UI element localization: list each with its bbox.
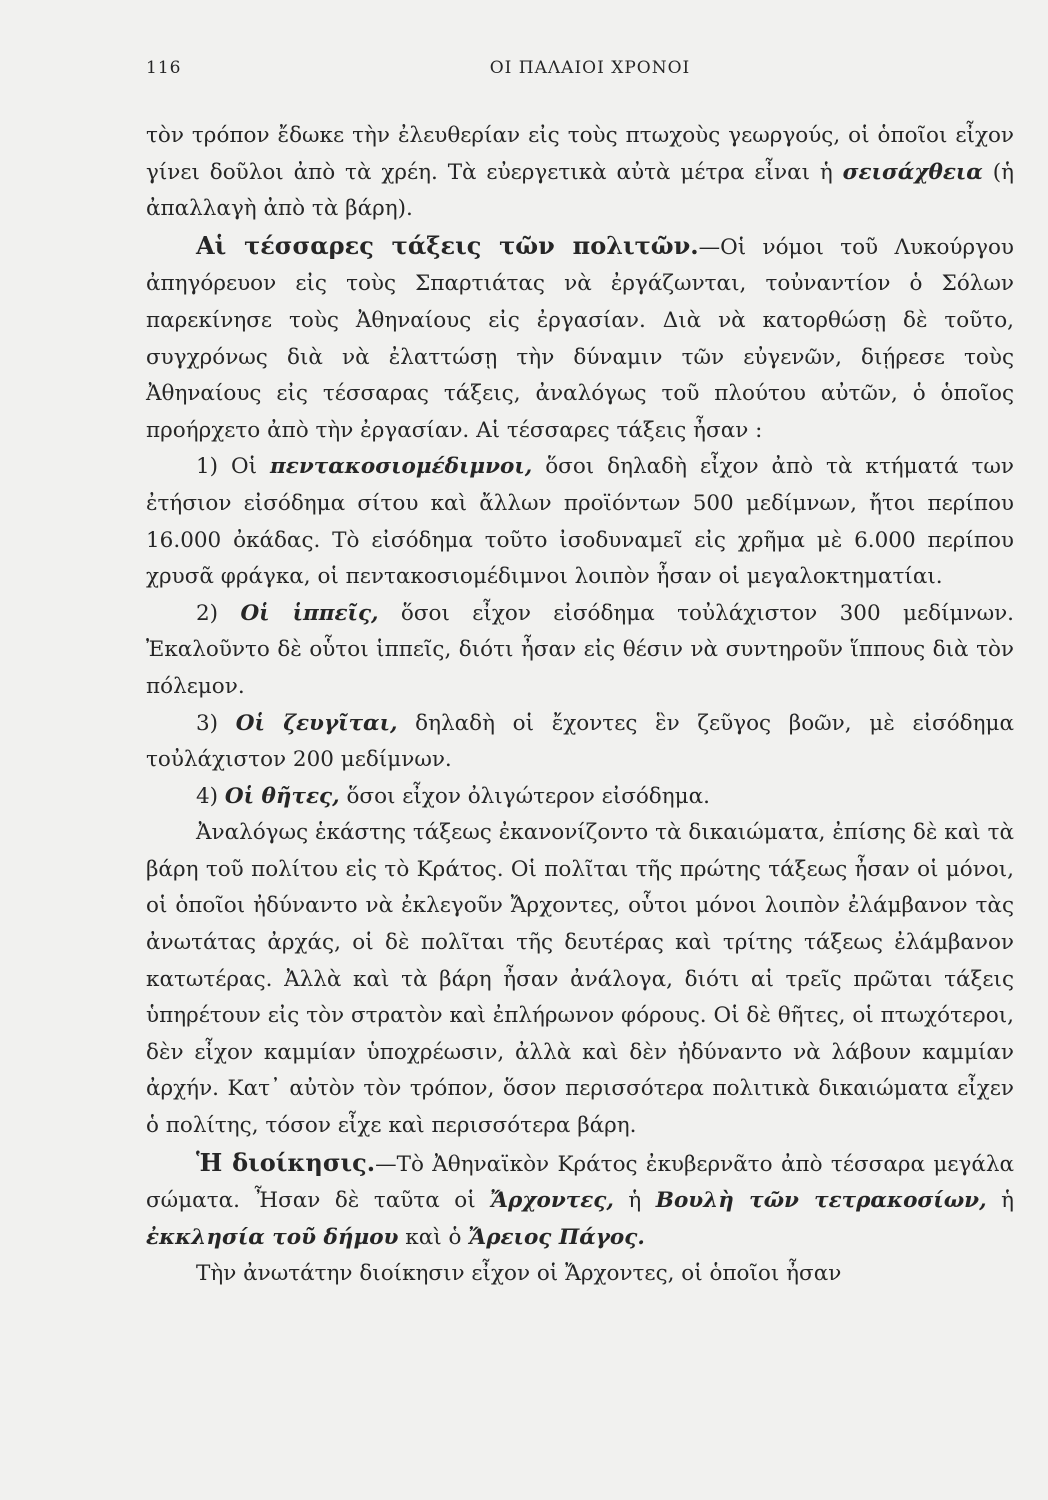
- term-zeugitai: Οἱ ζευγῖται,: [235, 710, 398, 736]
- text: —Τὸ Ἀθηναϊκὸν Κράτος ἐκυβερνᾶτο ἀπὸ τέσσαρα μεγάλα σώματα. Ἦσαν δὲ ταῦτα οἱ: [146, 1151, 1014, 1214]
- list-item-class-2: [146, 596, 1014, 706]
- term-areios-pagos: Ἄρειος Πάγος.: [468, 1224, 645, 1250]
- text: (ἡ ἀπαλλαγὴ ἀπὸ τὰ βάρη).: [146, 159, 1014, 222]
- text: Τὴν ἀνωτάτην διοίκησιν εἶχον οἱ Ἄρχοντες, οἱ ὁποῖοι ἦσαν: [196, 1261, 842, 1287]
- page-header: [146, 52, 1014, 92]
- paragraph-administration: [146, 1145, 1014, 1257]
- page-number: 116: [146, 58, 182, 78]
- section-heading-four-classes: Αἱ τέσσαρες τάξεις τῶν πολιτῶν.: [196, 230, 699, 260]
- paragraph-seisachtheia: [146, 118, 1014, 228]
- page-body: [146, 118, 1014, 1293]
- paragraph-continuation: [146, 1256, 1014, 1293]
- text: τὸν τρόπον ἔδωκε τὴν ἐλευθερίαν εἰς τοὺς πτωχοὺς γεωργούς, οἱ ὁποῖοι εἶχον γίνει δοῦλοι ἀπὸ τὰ χρέη. Τὰ εὐεργετικὰ αὐτὰ μέτρα εἶναι ἡ: [146, 123, 1014, 185]
- text: ἡ: [613, 1188, 656, 1214]
- text: ὅσοι δηλαδὴ εἶχον ἀπὸ τὰ κτήματά των ἐτήσιον εἰσόδημα σίτου καὶ ἄλλων προϊόντων 500 μεδίμνων, ἤτοι περίπου 16.000 ὀκάδας. Τὸ εἰσόδημα τοῦτο ἰσοδυναμεῖ εἰς χρῆμα μὲ 6.000 περίπου χρυσᾶ φράγκα, οἱ πεντακοσιομέδιμνοι λοιπὸν ἦσαν οἱ μεγαλοκτηματίαι.: [146, 454, 1014, 590]
- text: —Οἱ νόμοι τοῦ Λυκούργου ἀπηγόρευον εἰς τοὺς Σπαρτιάτας νὰ ἐργάζωνται, τοὐναντίον ὁ Σόλων παρεκίνησε τοὺς Ἀθηναίους εἰς ἐργασίαν. Διὰ νὰ κατορθώσῃ δὲ τοῦτο, συγχρόνως διὰ νὰ ἐλαττώσῃ τὴν δύναμιν τῶν εὐγενῶν, διῄρεσε τοὺς Ἀθηναίους εἰς τέσσαρας τάξεις, ἀναλόγως τοῦ πλούτου αὐτῶν, ὁ ὁποῖος προήρχετο ἀπὸ τὴν ἐργασίαν. Αἱ τέσσαρες τάξεις ἦσαν :: [146, 234, 1014, 443]
- term-thetes: Οἱ θῆτες,: [224, 783, 340, 809]
- text: ἡ: [986, 1188, 1014, 1214]
- section-heading-administration: Ἡ διοίκησις.: [196, 1147, 376, 1177]
- term-seisachtheia: σεισάχθεια: [842, 159, 983, 185]
- paragraph-rights-and-duties: [146, 815, 1014, 1144]
- item-number: 2): [196, 600, 241, 626]
- text: Ἀναλόγως ἑκάστης τάξεως ἐκανονίζοντο τὰ δικαιώματα, ἐπίσης δὲ καὶ τὰ βάρη τοῦ πολίτου εἰς τὸ Κράτος. Οἱ πολῖται τῆς πρώτης τάξεως ἦσαν οἱ μόνοι, οἱ ὁποῖοι ἠδύναντο νὰ ἐκλεγοῦν Ἄρχοντες, οὗτοι μόνοι λοιπὸν ἐλάμβανον τὰς ἀνωτάτας ἀρχάς, οἱ δὲ πολῖται τῆς δευτέρας καὶ τρίτης τάξεως ἐλάμβανον κατωτέρας. Ἀλλὰ καὶ τὰ βάρη ἦσαν ἀνάλογα, διότι αἱ τρεῖς πρῶται τάξεις ὑπηρέτουν εἰς τὸν στρατὸν καὶ ἐπλήρωνον φόρους. Οἱ δὲ θῆτες, οἱ πτωχότεροι, δὲν εἶχον καμμίαν ὑποχρέωσιν, ἀλλὰ καὶ δὲν ἠδύναντο νὰ λάβουν καμμίαν ἀρχήν. Κατ᾿ αὐτὸν τὸν τρόπον, ὅσον περισσότερα πολιτικὰ δικαιώματα εἶχεν ὁ πολίτης, τόσον εἶχε καὶ περισσότερα βάρη.: [146, 820, 1014, 1139]
- term-archontes: Ἄρχοντες,: [490, 1188, 614, 1214]
- item-number: 3): [196, 710, 236, 736]
- term-pentakosiomedimnoi: πεντακοσιομέδιμνοι,: [270, 454, 533, 480]
- text: καὶ ὁ: [398, 1224, 469, 1250]
- item-number: 1) Οἱ: [196, 454, 271, 480]
- term-boule: Βουλὴ τῶν τετρακοσίων,: [655, 1188, 987, 1214]
- term-ekklesia: ἐκκλησία τοῦ δήμου: [146, 1224, 399, 1250]
- text: ὅσοι εἶχον εἰσόδημα τοὐλάχιστον 300 μεδίμνων. Ἐκαλοῦντο δὲ οὗτοι ἱππεῖς, διότι ἦσαν εἰς θέσιν νὰ συντηροῦν ἵππους διὰ τὸν πόλεμον.: [146, 600, 1015, 699]
- list-item-class-4: [146, 779, 1014, 816]
- term-hippeis: Οἱ ἱππεῖς,: [240, 600, 379, 626]
- paragraph-four-classes: [146, 228, 1014, 450]
- list-item-class-1: [146, 449, 1014, 595]
- running-title: ΟΙ ΠΑΛΑΙΟΙ ΧΡΟΝΟΙ: [489, 58, 691, 78]
- text: ὅσοι εἶχον ὀλιγώτερον εἰσόδημα.: [339, 783, 710, 809]
- list-item-class-3: [146, 706, 1014, 779]
- item-number: 4): [196, 783, 225, 809]
- text: δηλαδὴ οἱ ἔχοντες ἓν ζεῦγος βοῶν, μὲ εἰσόδημα τοὐλάχιστον 200 μεδίμνων.: [146, 710, 1014, 773]
